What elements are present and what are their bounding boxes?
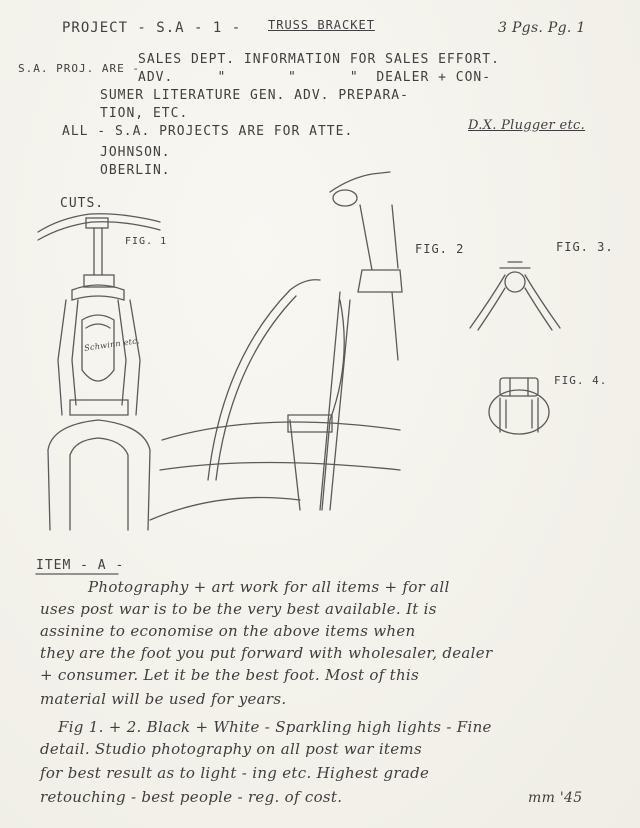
intro-line-3: SUMER LITERATURE GEN. ADV. PREPARA- bbox=[100, 88, 409, 103]
intro-line-1: SALES DEPT. INFORMATION FOR SALES EFFORT. bbox=[138, 52, 500, 67]
item-line-2: uses post war is to be the very best available. It is bbox=[40, 600, 437, 618]
signature-initials: mm '45 bbox=[528, 790, 583, 806]
fig4-label: FIG. 4. bbox=[554, 374, 608, 387]
head-badge-text: Schwinn etc. bbox=[83, 336, 141, 353]
fig2-side-view-sketch bbox=[150, 172, 402, 520]
fig1-truss-bracket-sketch bbox=[38, 214, 160, 530]
name-johnson: JOHNSON. bbox=[100, 145, 171, 160]
proj-label: S.A. PROJ. ARE - bbox=[18, 62, 140, 75]
item-line-5: + consumer. Let it be the best foot. Most of this bbox=[40, 666, 420, 684]
fig1-label: FIG. 1 bbox=[125, 236, 168, 247]
cuts-label: CUTS. bbox=[60, 196, 105, 211]
item-line-4: they are the foot you put forward with wholesaler, dealer bbox=[40, 644, 493, 662]
name-oberlin: OBERLIN. bbox=[100, 163, 171, 178]
item-line-3: assinine to economise on the above items when bbox=[40, 622, 416, 640]
project-label: PROJECT - S.A - 1 - bbox=[62, 20, 242, 36]
dx-note: D.X. Plugger etc. bbox=[468, 118, 586, 133]
fig3-clamp-sketch bbox=[470, 262, 560, 330]
item-line-8: detail. Studio photography on all post war items bbox=[40, 740, 422, 758]
item-line-1: Photography + art work for all items + for all bbox=[88, 578, 450, 596]
item-line-9: for best result as to light - ing etc. Highest grade bbox=[40, 764, 430, 782]
page-count: 3 Pgs. Pg. 1 bbox=[498, 20, 586, 36]
item-line-10: retouching - best people - reg. of cost. bbox=[40, 788, 343, 806]
document-title: TRUSS BRACKET bbox=[268, 18, 375, 32]
fig4-block-sketch bbox=[489, 378, 549, 434]
item-a-heading: ITEM - A - bbox=[36, 558, 125, 573]
fig2-label: FIG. 2 bbox=[415, 242, 465, 256]
intro-line-2: ADV. " " " DEALER + CON- bbox=[138, 70, 492, 85]
fig3-label: FIG. 3. bbox=[556, 240, 614, 254]
all-projects-line: ALL - S.A. PROJECTS ARE FOR ATTE. bbox=[62, 124, 354, 139]
intro-line-4: TION, ETC. bbox=[100, 106, 189, 121]
item-line-7: Fig 1. + 2. Black + White - Sparkling high lights - Fine bbox=[58, 718, 492, 736]
item-line-6: material will be used for years. bbox=[40, 690, 287, 708]
